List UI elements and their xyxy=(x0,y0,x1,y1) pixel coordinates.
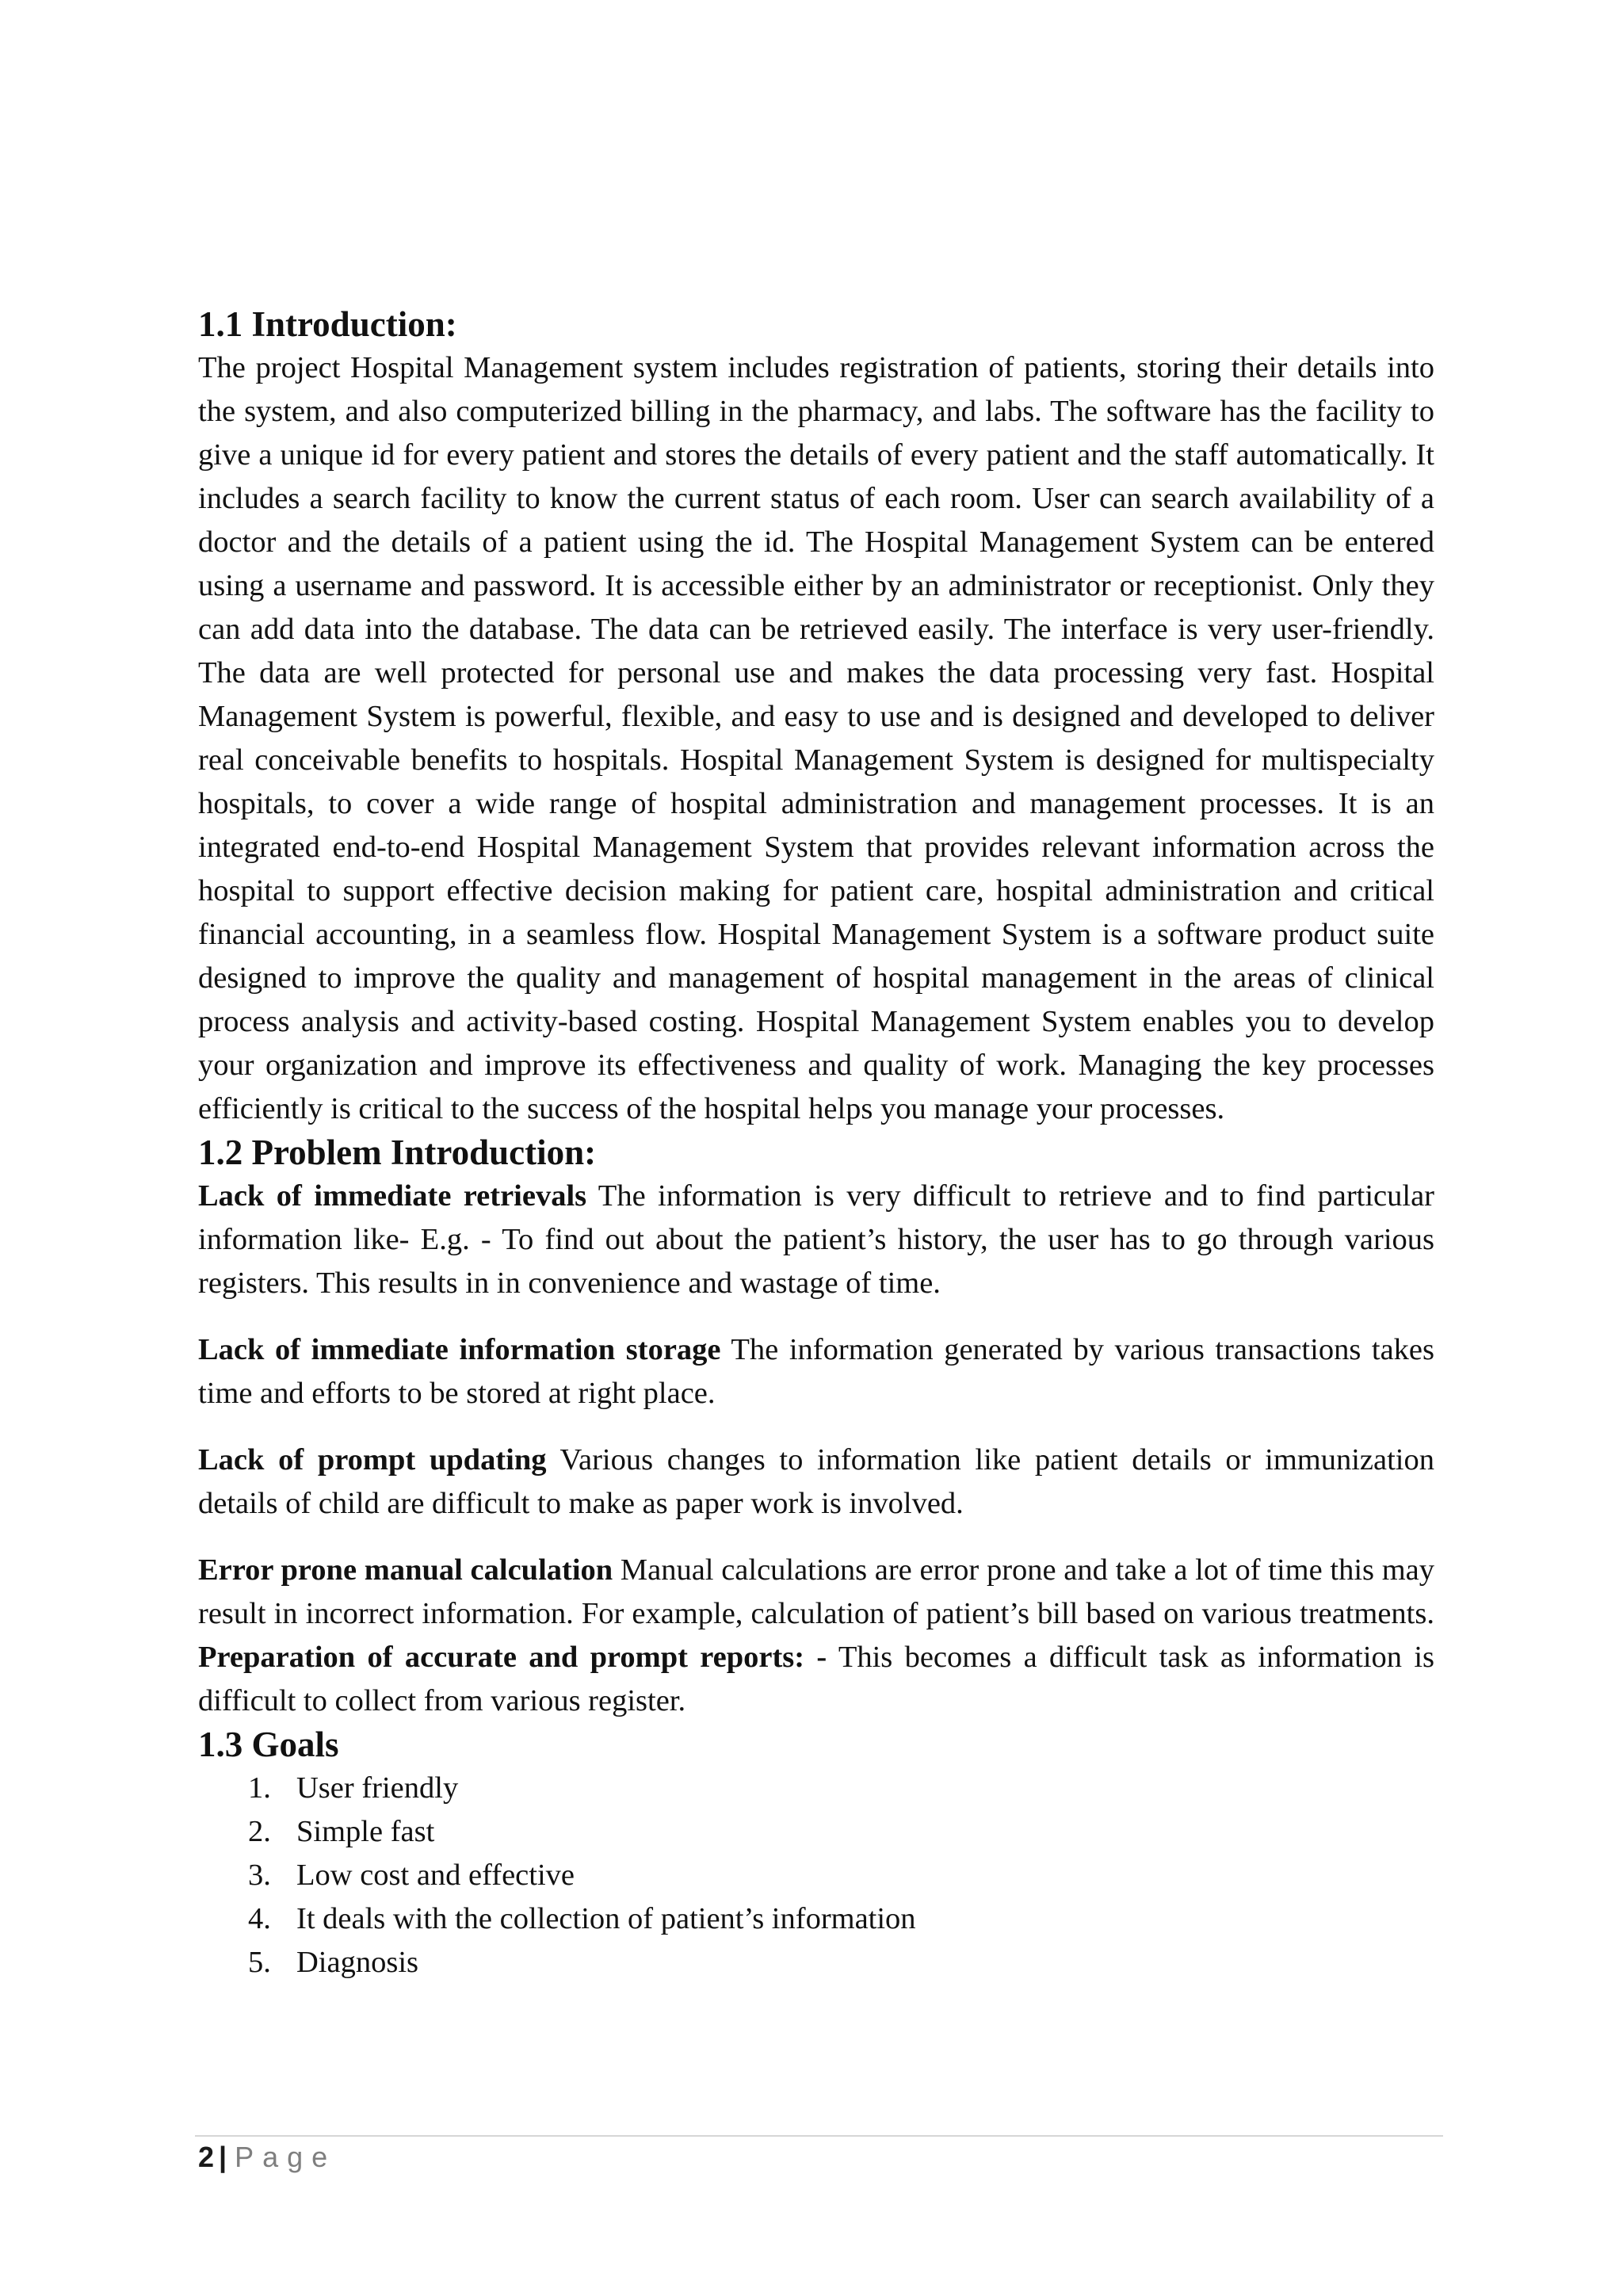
problem-lead-retrievals: Lack of immediate retrievals xyxy=(198,1179,587,1213)
list-item xyxy=(198,1767,1434,1810)
list-item-number: 3. xyxy=(248,1859,271,1892)
section-heading-problem-introduction: 1.2 Problem Introduction: xyxy=(198,1133,597,1172)
page-label: Page xyxy=(235,2141,337,2173)
list-item-label: User friendly xyxy=(296,1771,459,1805)
goals-list xyxy=(198,1767,1434,1985)
list-item-label: Simple fast xyxy=(296,1815,435,1848)
problem-text-updating: Various changes to information like patient details or immunization details of child are difficult to make as paper work is involved. xyxy=(198,1443,1434,1520)
problem-text-storage: The information generated by various transactions takes time and efforts to be stored at right place. xyxy=(198,1333,1434,1410)
list-item-number: 4. xyxy=(248,1902,271,1935)
document-body xyxy=(198,303,1434,1985)
page-number: 2 xyxy=(198,2141,215,2173)
list-item xyxy=(198,1941,1434,1985)
list-item-label: Low cost and effective xyxy=(296,1859,575,1892)
problem-paragraph-updating xyxy=(198,1438,1434,1526)
problem-lead-storage: Lack of immediate information storage xyxy=(198,1333,721,1366)
list-item xyxy=(198,1810,1434,1854)
problem-lead-calculation: Error prone manual calculation xyxy=(198,1553,613,1587)
list-item-number: 5. xyxy=(248,1946,271,1979)
section-heading-introduction: 1.1 Introduction: xyxy=(198,304,457,344)
problem-paragraph-calculation xyxy=(198,1549,1434,1723)
introduction-paragraph: The project Hospital Management system includes registration of patients, storing their details into the system, and also computerized billing in the pharmacy, and labs. The software has the facility to give a unique id for every patient and stores the details of every patient and the staff automatically. It includes a search facility to know the current status of each room. User can search availability of a doctor and the details of a patient using the id. The Hospital Management System can be entered using a username and password. It is accessible either by an administrator or receptionist. Only they can add data into the database. The data can be retrieved easily. The interface is very user-friendly. The data are well protected for personal use and makes the data processing very fast. Hospital Management System is powerful, flexible, and easy to use and is designed and developed to deliver real conceivable benefits to hospitals. Hospital Management System is designed for multispecialty hospitals, to cover a wide range of hospital administration and management processes. It is an integrated end-to-end Hospital Management System that provides relevant information across the hospital to support effective decision making for patient care, hospital administration and critical financial accounting, in a seamless flow. Hospital Management System is a software product suite designed to improve the quality and management of hospital management in the areas of clinical process analysis and activity-based costing. Hospital Management System enables you to develop your organization and improve its effectiveness and quality of work. Managing the key processes efficiently is critical to the success of the hospital helps you manage your processes. xyxy=(198,351,1434,1125)
problem-lead-reports: Preparation of accurate and prompt reports: - xyxy=(198,1641,827,1674)
footer-divider xyxy=(195,2135,1443,2137)
problem-paragraph-storage xyxy=(198,1328,1434,1415)
problem-lead-updating: Lack of prompt updating xyxy=(198,1443,547,1477)
list-item xyxy=(198,1854,1434,1897)
problem-text-reports: This becomes a difficult task as information is difficult to collect from various register. xyxy=(198,1641,1434,1717)
section-heading-goals: 1.3 Goals xyxy=(198,1725,339,1764)
problem-paragraph-retrievals xyxy=(198,1175,1434,1305)
list-item-number: 2. xyxy=(248,1815,271,1848)
problem-text-retrievals: The information is very difficult to retrieve and to find particular information like- E.g. - To find out about the patient’s history, the user has to go through various registers. This results in in convenience and wastage of time. xyxy=(198,1179,1434,1300)
list-item xyxy=(198,1897,1434,1941)
page-footer xyxy=(198,2140,336,2175)
list-item-label: Diagnosis xyxy=(296,1946,418,1979)
list-item-label: It deals with the collection of patient’s information xyxy=(296,1902,916,1935)
footer-separator: | xyxy=(219,2141,227,2173)
list-item-number: 1. xyxy=(248,1771,271,1805)
problem-text-calculation: Manual calculations are error prone and take a lot of time this may result in incorrect information. For example, calculation of patient’s bill based on various treatments. xyxy=(198,1553,1435,1630)
